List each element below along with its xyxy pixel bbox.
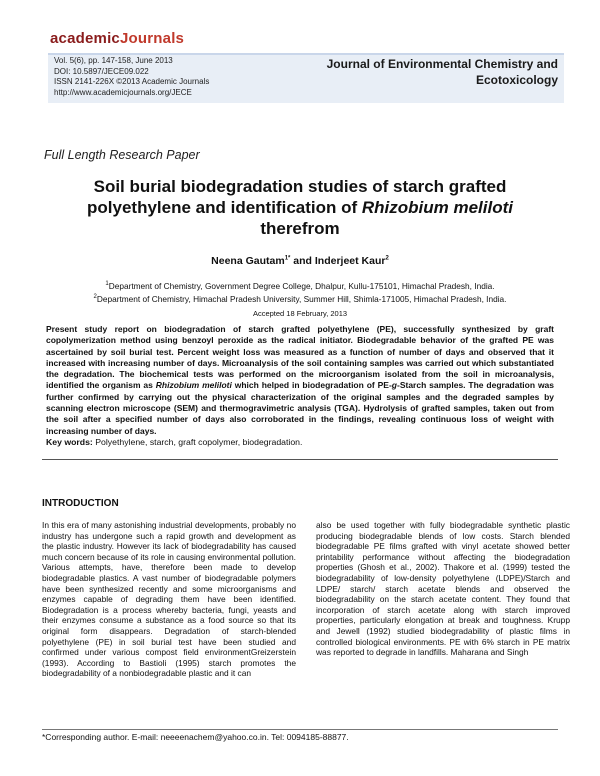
abstract: Present study report on biodegradation of starch grafted polyethylene (PE), successfully synthesized by graft copolymerization method using benzoyl peroxide as the radical initiator. Biodegradable behavior of the grafted PE was ascertained by soil burial test. Percent weight loss was measured as a function of number of days and observed that it increased with increasing number of days. Microanalysis of the soil containing samples was carried out which substantiated the degradation. The biochemical tests was performed on the microorganism isolated from the soil in microanalysis, identified the organism as Rhizobium meliloti which helped in biodegradation of PE-g-Starch samples. The degradation was further confirmed by carrying out the physical characterization of the original samples and the degraded samples by scanning electron microscope (SEM) and thermogravimetric analysis (TGA). Hydrolysis of grafted samples, taken out from the soil after a specified number of days also corroborated in the findings, revealing continuous loss of weight with increasing number of days.: [46, 324, 555, 436]
journal-name: Journal of Environmental Chemistry and Ecotoxicology: [326, 57, 558, 87]
footnote-divider: [42, 729, 558, 730]
issn-line: ISSN 2141-226X ©2013 Academic Journals: [54, 77, 210, 86]
section-divider: [42, 459, 558, 460]
accepted-date: Accepted 18 February, 2013: [252, 309, 348, 318]
paper-type: Full Length Research Paper: [44, 148, 200, 162]
publisher-logo: academicJournals: [50, 30, 185, 47]
volume-line: Vol. 5(6), pp. 147-158, June 2013: [54, 56, 173, 65]
corresponding-author-footnote: *Corresponding author. E-mail: neeeenachem@yahoo.co.in. Tel: 0094185-88877.: [42, 732, 349, 742]
affiliations: $^1$Department of Chemistry, Government Degree College, Dhalpur, Kullu-175101, Himachal Pradesh, India. $^2$Department of Chemistry, Himachal Pradesh University, Summer Hill, Shimla-171005, Himachal Pradesh, India.: [93, 280, 507, 304]
body-column-left: In this era of many astonishing industrial developments, probably no industry has undergone such a rapid growth and development as the plastic industry. However its lack of biodegradability has caused much concern because of its role in causing environmental pollution. Various attempts, have, therefore been made to develop biodegradable plastics. A vast number of biodegradable polymers have been synthesized recently and some microorganisms and enzymes capable of degrading them have been identified. Biodegradation is a process whereby bacteria, fungi, yeasts and their enzymes consume a substance as a food source so that its original form disappears. Degradation of starch-blended polyethylene (PE) in soil burial test have been studied and confirmed under various compost field environmentGreizerstein (1993). According to Bastioli (1995) starch promotes the biodegradability of a nonbiodegradable plastic and it can: [42, 520, 296, 679]
authors: Neena Gautam$^{1*}$ and Inderjeet Kaur$^2$: [211, 255, 389, 267]
body-column-right: also be used together with fully biodegradable synthetic plastic producing biodegradable blends of low costs. Starch blended biodegradable PE films grafted with vinyl acetate showed better printability performance without affecting the biodegradation properties (Ghosh et al., 2002). Thakore et al. (1999) tested the biodegradability of low-density polyethylene (LDPE)/Starch and LDPE/ starch/ starch acetate blends and observed the biodegradability on the starch acetate content. They found that incorporation of starch acetate along with starch improved properties, particularly elongation at break and toughness. Krupp and Jewell (1992) studied biodegradability of plastic films in controlled biological environments. PE with 6% starch in PE matrix was reported to degrade in landfills. Maharana and Singh: [316, 520, 570, 658]
doi-line: DOI: 10.5897/JECE09.022: [54, 66, 149, 76]
url-line[interactable]: http://www.academicjournals.org/JECE: [54, 87, 192, 97]
paper-title: Soil burial biodegradation studies of starch grafted polyethylene and identification of Rhizobium meliloti therefrom: [87, 177, 513, 238]
keywords: Key words: Polyethylene, starch, graft copolymer, biodegradation.: [46, 437, 303, 447]
title-organism: Rhizobium meliloti: [361, 198, 513, 217]
author-2: Inderjeet Kaur: [314, 255, 386, 267]
introduction-heading: INTRODUCTION: [42, 498, 119, 509]
author-1: Neena Gautam: [211, 255, 285, 267]
journal-meta: [54, 56, 209, 98]
